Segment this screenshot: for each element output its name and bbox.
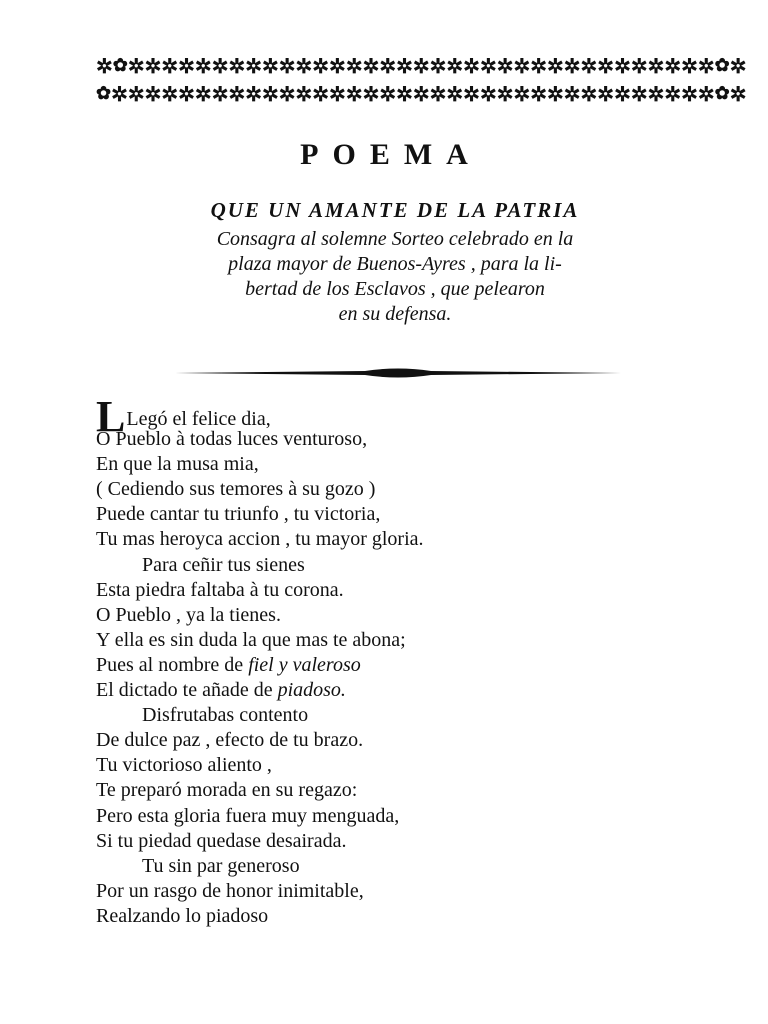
star-ornament-icon: ✲ — [295, 82, 313, 106]
flower-ornament-icon: ✿ — [112, 55, 128, 76]
star-ornament-icon: ✲ — [530, 82, 547, 106]
poem-line: Tu mas heroyca accion , tu mayor gloria. — [96, 528, 424, 551]
star-ornament-icon: ✲ — [664, 54, 682, 78]
star-ornament-icon: ✲ — [245, 54, 262, 78]
star-ornament-icon: ✲ — [194, 54, 212, 78]
star-ornament-icon: ✲ — [614, 82, 631, 106]
drop-cap: L — [96, 392, 126, 441]
poem-line: Puede cantar tu triunfo , tu victoria, — [96, 503, 381, 526]
star-ornament-icon: ✲ — [479, 54, 497, 78]
star-ornament-icon: ✲ — [647, 82, 665, 106]
star-ornament-icon: ✲ — [496, 82, 514, 106]
poem-line: Esta piedra faltaba à tu corona. — [96, 578, 344, 601]
star-ornament-icon: ✲ — [111, 82, 128, 106]
ornamental-rule — [175, 366, 621, 380]
star-ornament-icon: ✲ — [429, 54, 447, 78]
star-ornament-icon: ✲ — [362, 54, 380, 78]
poem-line: Por un rasgo de honor inimitable, — [96, 879, 364, 902]
star-ornament-icon: ✲ — [446, 54, 464, 78]
star-ornament-icon: ✲ — [345, 82, 363, 106]
star-ornament-icon: ✲ — [261, 54, 279, 78]
star-ornament-icon: ✲ — [161, 54, 179, 78]
star-ornament-icon: ✲ — [412, 82, 430, 106]
poem-line: Tu victorioso aliento , — [96, 754, 272, 777]
star-ornament-icon: ✲ — [463, 82, 480, 106]
poem-line: Para ceñir tus sienes — [142, 553, 305, 576]
star-ornament-icon: ✲ — [513, 82, 531, 106]
star-ornament-icon: ✲ — [547, 82, 564, 106]
poem-line-text: Legó el felice dia, — [126, 408, 271, 430]
star-ornament-icon: ✲ — [630, 54, 648, 78]
star-ornament-icon: ✲ — [329, 82, 346, 106]
poem-line: Tu sin par generoso — [142, 854, 300, 877]
star-ornament-icon: ✲ — [729, 82, 747, 106]
page-title: POEMA — [300, 138, 482, 171]
poem-line-text: El dictado te añade de — [96, 679, 278, 702]
star-ornament-icon: ✲ — [379, 82, 397, 106]
flower-ornament-icon: ✿ — [96, 83, 112, 104]
star-ornament-icon: ✲ — [446, 82, 464, 106]
poem-line: Te preparó morada en su regazo: — [96, 779, 358, 802]
star-ornament-icon: ✲ — [228, 82, 246, 106]
star-ornament-icon: ✲ — [178, 54, 195, 78]
ornament-border-top — [96, 54, 747, 78]
star-ornament-icon: ✲ — [312, 54, 330, 78]
star-ornament-icon: ✲ — [211, 54, 229, 78]
dedication — [110, 227, 680, 327]
poem-line: ( Cediendo sus temores à su gozo ) — [96, 478, 376, 501]
star-ornament-icon: ✲ — [513, 54, 531, 78]
poem-line: Si tu piedad quedase desairada. — [96, 829, 347, 852]
star-ornament-icon: ✲ — [597, 54, 615, 78]
star-ornament-icon: ✲ — [245, 82, 262, 106]
poem-line: Pero esta gloria fuera muy menguada, — [96, 804, 400, 827]
star-ornament-icon: ✲ — [127, 82, 145, 106]
star-ornament-icon: ✲ — [278, 54, 296, 78]
dedication-line: bertad de los Esclavos , que pelearon — [245, 278, 545, 300]
star-ornament-icon: ✲ — [211, 82, 229, 106]
poem-line — [96, 678, 696, 703]
poem-line: En que la musa mia, — [96, 453, 259, 476]
star-ornament-icon: ✲ — [664, 82, 682, 106]
ornament-border-bottom — [96, 82, 747, 106]
star-ornament-icon: ✲ — [697, 82, 715, 106]
star-ornament-icon: ✲ — [729, 54, 747, 78]
star-ornament-icon: ✲ — [278, 82, 296, 106]
star-ornament-icon: ✲ — [127, 54, 145, 78]
poem-line: Disfrutabas contento — [142, 704, 309, 727]
poem-line: Y ella es sin duda la que mas te abona; — [96, 628, 406, 651]
star-ornament-icon: ✲ — [261, 82, 279, 106]
flower-ornament-icon: ✿ — [714, 83, 730, 104]
star-ornament-icon: ✲ — [329, 54, 346, 78]
star-ornament-icon: ✲ — [429, 82, 447, 106]
star-ornament-icon: ✲ — [379, 54, 397, 78]
star-ornament-icon: ✲ — [597, 82, 615, 106]
poem-line: O Pueblo à todas luces venturoso, — [96, 428, 368, 451]
poem-line — [96, 653, 696, 678]
star-ornament-icon: ✲ — [362, 82, 380, 106]
star-ornament-icon: ✲ — [681, 82, 698, 106]
poem-line: Realzando lo piadoso — [96, 904, 269, 927]
poem-italic: fiel y valeroso — [248, 653, 361, 676]
star-ornament-icon: ✲ — [396, 82, 413, 106]
star-ornament-icon: ✲ — [681, 54, 698, 78]
star-ornament-icon: ✲ — [547, 54, 564, 78]
star-ornament-icon: ✲ — [479, 82, 497, 106]
star-ornament-icon: ✲ — [295, 54, 313, 78]
star-ornament-icon: ✲ — [463, 54, 480, 78]
star-ornament-icon: ✲ — [563, 82, 581, 106]
star-ornament-icon: ✲ — [563, 54, 581, 78]
star-ornament-icon: ✲ — [496, 54, 514, 78]
star-ornament-icon: ✲ — [580, 82, 598, 106]
flower-ornament-icon: ✿ — [714, 55, 730, 76]
star-ornament-icon: ✲ — [144, 82, 162, 106]
star-ornament-icon: ✲ — [228, 54, 246, 78]
star-ornament-icon: ✲ — [96, 54, 113, 78]
dedication-line: plaza mayor de Buenos-Ayres , para la li- — [228, 253, 562, 275]
star-ornament-icon: ✲ — [412, 54, 430, 78]
star-ornament-icon: ✲ — [144, 54, 162, 78]
subtitle: QUE UN AMANTE DE LA PATRIA — [210, 198, 580, 222]
dedication-line: en su defensa. — [338, 303, 452, 325]
star-ornament-icon: ✲ — [697, 54, 715, 78]
poem-body — [96, 392, 696, 929]
star-ornament-icon: ✲ — [530, 54, 547, 78]
star-ornament-icon: ✲ — [161, 82, 179, 106]
star-ornament-icon: ✲ — [194, 82, 212, 106]
star-ornament-icon: ✲ — [614, 54, 631, 78]
poem-line: O Pueblo , ya la tienes. — [96, 603, 281, 626]
star-ornament-icon: ✲ — [647, 54, 665, 78]
star-ornament-icon: ✲ — [580, 54, 598, 78]
star-ornament-icon: ✲ — [396, 54, 413, 78]
star-ornament-icon: ✲ — [630, 82, 648, 106]
star-ornament-icon: ✲ — [345, 54, 363, 78]
star-ornament-icon: ✲ — [178, 82, 195, 106]
star-ornament-icon: ✲ — [312, 82, 330, 106]
poem-line-text: Pues al nombre de — [96, 653, 249, 676]
dedication-line: Consagra al solemne Sorteo celebrado en la — [216, 228, 574, 250]
poem-line: De dulce paz , efecto de tu brazo. — [96, 729, 364, 752]
poem-italic: piadoso. — [277, 679, 346, 702]
